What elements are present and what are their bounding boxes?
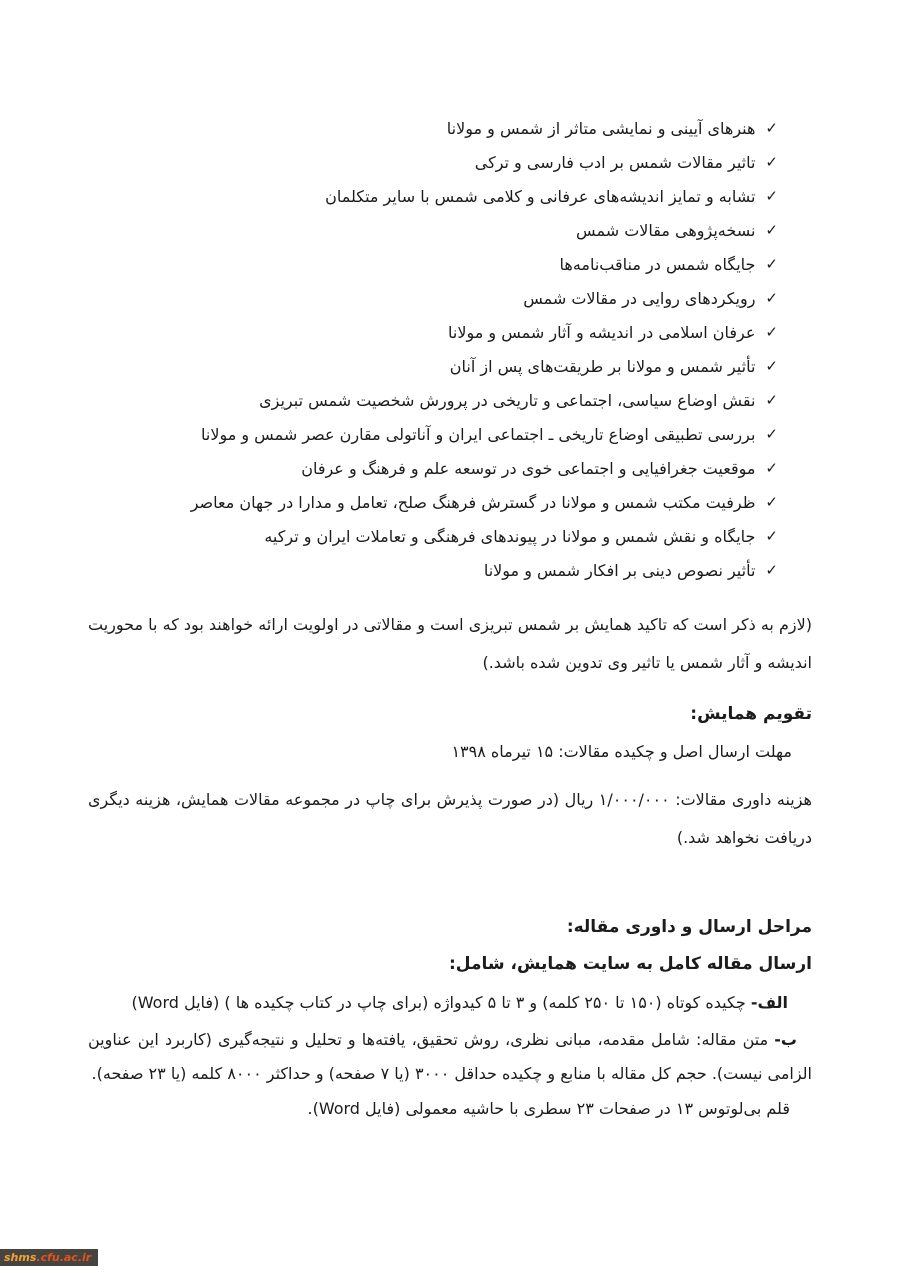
checkmark-icon: ✓ <box>765 527 778 545</box>
checkmark-icon: ✓ <box>765 357 778 375</box>
review-fee: هزینه داوری مقالات: ۱/۰۰۰/۰۰۰ ریال (در صورت پذیرش برای چاپ در مجموعه مقالات همایش، هزینه دیگری دریافت نخواهد شد.) <box>88 790 812 847</box>
submission-item-b <box>88 1023 812 1091</box>
list-item <box>88 554 812 588</box>
submission-contents-heading: ارسال مقاله کامل به سایت همایش، شامل: <box>449 954 812 974</box>
font-requirement-note: قلم بی‌لوتوس ۱۳ در صفحات ۲۳ سطری با حاشیه معمولی (فایل Word). <box>307 1099 790 1118</box>
checkmark-icon: ✓ <box>765 561 778 579</box>
checkmark-icon: ✓ <box>765 323 778 341</box>
item-a-text: چکیده کوتاه (۱۵۰ تا ۲۵۰ کلمه) و ۳ تا ۵ کیدواژه (برای چاپ در کتاب چکیده ها ) (فایل Word) <box>131 993 751 1012</box>
submission-deadline: مهلت ارسال اصل و چکیده مقالات: ۱۵ تیرماه ۱۳۹۸ <box>451 742 792 761</box>
list-item <box>88 350 812 384</box>
submission-steps-heading: مراحل ارسال و داوری مقاله: <box>566 917 812 937</box>
checkmark-icon: ✓ <box>765 153 778 171</box>
checkmark-icon: ✓ <box>765 221 778 239</box>
list-item <box>88 486 812 520</box>
calendar-heading: تقویم همایش: <box>690 704 812 724</box>
topic-text: تأثیر نصوص دینی بر افکار شمس و مولانا <box>483 561 756 580</box>
checkmark-icon: ✓ <box>765 391 778 409</box>
checkmark-icon: ✓ <box>765 425 778 443</box>
topic-text: نقش اوضاع سیاسی، اجتماعی و تاریخی در پرورش شخصیت شمس تبریزی <box>259 391 756 410</box>
topic-text: جایگاه شمس در مناقب‌نامه‌ها <box>559 255 756 274</box>
topic-text: موقعیت جغرافیایی و اجتماعی خوی در توسعه علم و فرهنگ و عرفان <box>301 459 756 478</box>
list-item <box>88 214 812 248</box>
list-item <box>88 282 812 316</box>
topic-text: تشابه و تمایز اندیشه‌های عرفانی و کلامی شمس با سایر متکلمان <box>325 187 756 206</box>
checkmark-icon: ✓ <box>765 289 778 307</box>
topics-list <box>88 112 812 588</box>
watermark-site-domain: .cfu.ac.ir <box>36 1251 92 1264</box>
item-b-label: ب- <box>774 1030 797 1049</box>
submission-item-a <box>88 983 812 1023</box>
checkmark-icon: ✓ <box>765 255 778 273</box>
topic-text: هنرهای آیینی و نمایشی متاثر از شمس و مولانا <box>446 119 756 138</box>
topic-text: ظرفیت مکتب شمس و مولانا در گسترش فرهنگ صلح، تعامل و مدارا در جهان معاصر <box>190 493 756 512</box>
list-item <box>88 418 812 452</box>
item-a-label: الف- <box>750 993 788 1012</box>
document-content <box>88 0 812 1126</box>
checkmark-icon: ✓ <box>765 187 778 205</box>
checkmark-icon: ✓ <box>765 459 778 477</box>
list-item <box>88 452 812 486</box>
list-item <box>88 146 812 180</box>
topic-text: عرفان اسلامی در اندیشه و آثار شمس و مولانا <box>448 323 756 342</box>
topic-text: تأثیر شمس و مولانا بر طریقت‌های پس از آنان <box>449 357 756 376</box>
topic-text: بررسی تطبیقی اوضاع تاریخی ـ اجتماعی ایران و آناتولی مقارن عصر شمس و مولانا <box>200 425 756 444</box>
watermark-site-name: shms <box>4 1251 37 1264</box>
topic-text: تاثیر مقالات شمس بر ادب فارسی و ترکی <box>474 153 756 172</box>
checkmark-icon: ✓ <box>765 119 778 137</box>
topic-text: جایگاه و نقش شمس و مولانا در پیوندهای فرهنگی و تعاملات ایران و ترکیه <box>264 527 756 546</box>
topic-text: نسخه‌پژوهی مقالات شمس <box>576 221 756 240</box>
item-b-text: متن مقاله: شامل مقدمه، مبانی نظری، روش تحقیق، یافته‌ها و تحلیل و نتیجه‌گیری (کاربرد این عناوین الزامی نیست). حجم کل مقاله با منابع و چکیده حداقل ۳۰۰۰ (یا ۷ صفحه) و حداکثر ۸۰۰۰ کلمه (یا ۲۳ صفحه). <box>88 1030 812 1083</box>
topic-text: رویکردهای روایی در مقالات شمس <box>523 289 756 308</box>
list-item <box>88 316 812 350</box>
list-item <box>88 384 812 418</box>
list-item <box>88 112 812 146</box>
list-item <box>88 248 812 282</box>
checkmark-icon: ✓ <box>765 493 778 511</box>
priority-note: (لازم به ذکر است که تاکید همایش بر شمس تبریزی است و مقالاتی در اولویت ارائه خواهند بود که با محوریت اندیشه و آثار شمس یا تاثیر وی تدوین شده باشد.) <box>88 615 812 672</box>
list-item <box>88 520 812 554</box>
list-item <box>88 180 812 214</box>
site-watermark <box>0 1249 98 1266</box>
